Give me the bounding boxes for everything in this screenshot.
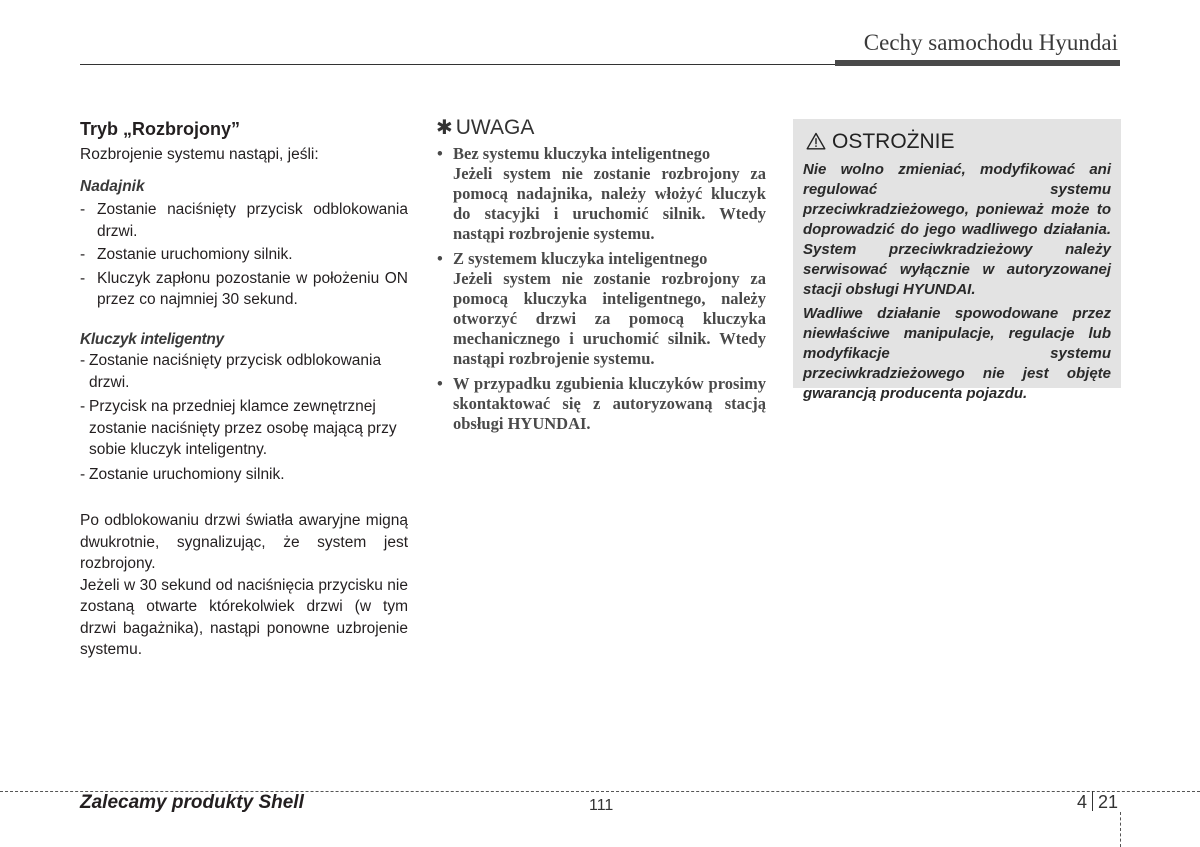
left-column — [80, 118, 408, 661]
note-item-lead: Bez systemu kluczyka inteligentnego — [453, 144, 711, 163]
caution-body — [803, 160, 1111, 408]
note-title: ✱ UWAGA — [436, 116, 535, 139]
section-intro: Rozbrojenie systemu nastąpi, jeśli: — [80, 146, 319, 163]
caution-paragraph: Wadliwe działanie spowodowane przez niewłaściwe manipulacje, regulacje lub modyfikacje systemu przeciwkradzieżowego nie jest objęte gwarancją producenta pojazdu. — [803, 305, 1111, 402]
footer-vertical-dash — [1120, 812, 1121, 847]
list-item: • Bez systemu kluczyka inteligentnego Jeżeli system nie zostanie rozbrojony za pomocą nadajnika, należy włożyć kluczyk do stacyjki i uruchomić silnik. Wtedy nastąpi rozbrojenie systemu. — [437, 144, 766, 243]
note-list — [434, 144, 766, 434]
section-heading: Tryb „Rozbrojony” — [80, 119, 241, 139]
smartkey-list — [80, 350, 408, 485]
header-accent-bar — [835, 60, 1120, 66]
footer-slogan: Zalecamy produkty Shell — [80, 792, 304, 813]
chapter-title: Cechy samochodu Hyundai — [863, 30, 1118, 55]
list-item: • W przypadku zgubienia kluczyków prosimy skontaktować się z autoryzowaną stacją obsługi HYUNDAI. — [437, 374, 766, 433]
warning-triangle-icon — [806, 132, 826, 150]
list-item: - Kluczyk zapłonu pozostanie w położeniu ON przez co najmniej 30 sekund. — [80, 269, 408, 308]
list-item: - Zostanie naciśnięty przycisk odblokowania drzwi. — [80, 201, 408, 240]
list-item: - Przycisk na przedniej klamce zewnętrznej zostanie naciśnięty przez osobę mającą przy sobie kluczyk inteligentny. — [80, 398, 397, 458]
note-column — [434, 116, 766, 439]
rearm-paragraph: Jeżeli w 30 sekund od naciśnięcia przycisku nie zostaną otwarte którekolwiek drzwi (w tym drzwi bagażnika), nastąpi ponowne uzbrojenie systemu. — [80, 576, 408, 658]
list-item: - Zostanie naciśnięty przycisk odblokowania drzwi. — [80, 352, 382, 391]
smartkey-heading: Kluczyk inteligentny — [80, 330, 224, 348]
list-item: • Z systemem kluczyka inteligentnego Jeżeli system nie zostanie rozbrojony za pomocą kluczyka inteligentnego, należy otworzyć drzwi za pomocą kluczyka mechanicznego i uruchomić silnik. Wtedy nastąpi rozbrojenie systemu. — [437, 249, 766, 368]
list-item: - Zostanie uruchomiony silnik. — [80, 465, 285, 483]
chapter-page-number: 4 21 — [1076, 792, 1118, 812]
transmitter-heading: Nadajnik — [80, 177, 145, 195]
asterisk-icon: ✱ — [436, 117, 453, 139]
hazard-lights-paragraph: Po odblokowaniu drzwi światła awaryjne migną dwukrotnie, sygnalizując, że system jest rozbrojony. — [80, 512, 408, 572]
page-number-absolute: 111 — [589, 797, 614, 814]
list-item: - Zostanie uruchomiony silnik. — [80, 246, 293, 263]
transmitter-list — [80, 199, 408, 311]
caution-title: OSTROŻNIE — [806, 130, 955, 154]
note-item-lead: Z systemem kluczyka inteligentnego — [453, 249, 708, 268]
caution-box — [793, 119, 1121, 402]
caution-paragraph: Nie wolno zmieniać, modyfikować ani regulować systemu przeciwkradzieżowego, ponieważ może to doprowadzić do jego wadliwego działania. System przeciwkradzieżowy należy serwisować wyłącznie w autoryzowanej stacji obsługi HYUNDAI. — [803, 161, 1111, 298]
